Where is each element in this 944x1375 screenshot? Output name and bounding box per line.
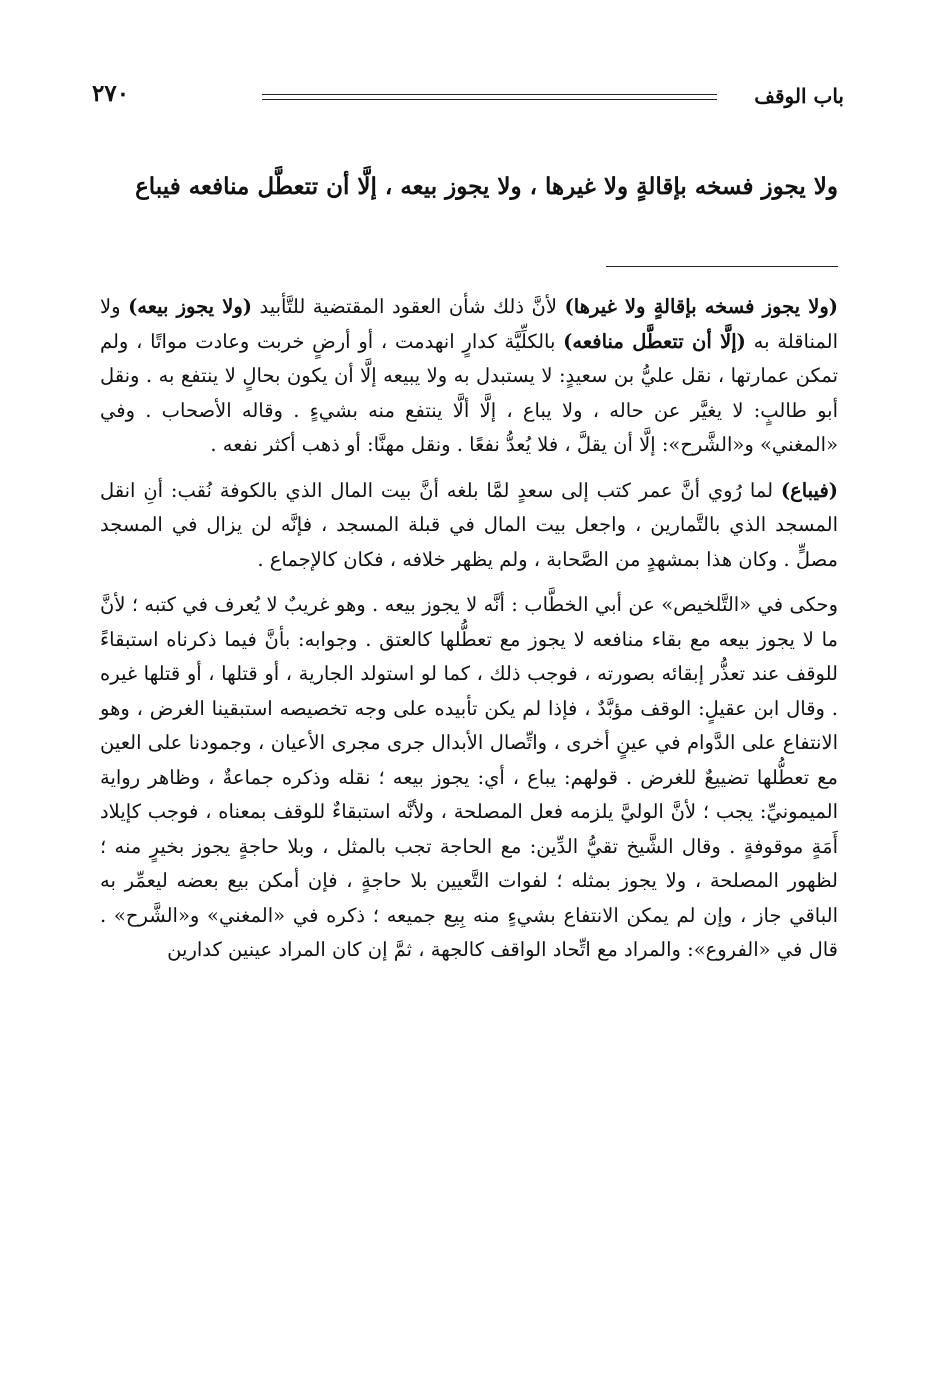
section-title: باب الوقف: [754, 84, 844, 108]
commentary-paragraph-3: [100, 588, 838, 968]
matn-separator: [606, 266, 838, 267]
page-number: ٢٧٠: [92, 80, 130, 107]
matn-text: ولا يجوز فسخه بإقالةٍ ولا غيرها ، ولا يجوز بيعه ، إلَّا أن تتعطَّل منافعه فيباع: [135, 173, 838, 200]
quoted-matn: (إلَّا أن تتعطَّل منافعه): [563, 329, 746, 353]
commentary-body: [100, 290, 838, 968]
commentary-text: بالكلِّيَّة كدارٍ انهدمت ، أو أرضٍ خربت وعادت مواتًا ، ولم تمكن عمارتها ، نقل عليُّ بن سعيدٍ: لا يستبدل به ولا يبيعه إلَّا أن يكون بحالٍ لا ينتفع به . ونقل أبو طالبٍ: لا يغيَّر عن حاله ، ولا يباع ، إلَّا ألَّا ينتفع منه بشيءٍ . وقاله الأصحاب . وفي «المغني» و«الشَّرح»: إلَّا أن يقلَّ ، فلا يُعدُّ نفعًا . ونقل مهنَّا: أو ذهب أكثر نفعه .: [100, 329, 838, 456]
commentary-paragraph-2: [100, 474, 838, 578]
commentary-text: لما رُوي أنَّ عمر كتب إلى سعدٍ لمَّا بلغه أنَّ بيت المال الذي بالكوفة نُقب: أنِ انقل المسجد الذي بالتَّمارين ، واجعل بيت المال في قبلة المسجد ، فإنَّه لن يزال في المسجد مصلٍّ . وكان هذا بمشهدٍ من الصَّحابة ، ولم يظهر خلافه ، فكان كالإجماع .: [100, 478, 838, 571]
commentary-text: وحكى في «التَّلخيص» عن أبي الخطَّاب : أنَّه لا يجوز بيعه . وهو غريبٌ لا يُعرف في كتبه ؛ لأنَّ ما لا يجوز بيعه مع بقاء منافعه لا يجوز مع تعطُّلها كالعتق . وجوابه: بأنَّ فيما ذكرناه استبقاءً للوقف عند تعذُّر إبقائه بصورته ، فوجب ذلك ، كما لو استولد الجارية ، أو قتلها ، أو قتلها غيره . وقال ابن عقيلٍ: الوقف مؤبَّدٌ ، فإذا لم يكن تأبيده على وجه تخصيصه استبقينا الغرض ، وهو الانتفاع على الدَّوام في عينٍ أخرى ، واتِّصال الأبدال جرى مجرى الأعيان ، وجمودنا على العين مع تعطُّلها تضييعٌ للغرض . قولهم: يباع ، أي: يجوز بيعه ؛ نقله وذكره جماعةٌ ، وظاهر رواية الميمونيِّ: يجب ؛ لأنَّ الوليَّ يلزمه فعل المصلحة ، ولأنَّه استبقاءٌ للوقف بمعناه ، فوجب كإيلاد أَمَةٍ موقوفةٍ . وقال الشَّيخ تقيُّ الدِّين: مع الحاجة تجب بالمثل ، وبلا حاجةٍ يجوز بخيرٍ منه ؛ لظهور المصلحة ، ولا يجوز بمثله ؛ لفوات التَّعيين بلا حاجةٍ ، فإن أمكن بيع بعضه ليعمِّر به الباقي جاز ، وإن لم يمكن الانتفاع بشيءٍ منه بِيع جميعه ؛ ذكره في «المغني» و«الشَّرح» . قال في «الفروع»: والمراد مع اتِّحاد الواقف كالجهة ، ثمَّ إن كان المراد عينين كدارين: [100, 593, 838, 961]
commentary-paragraph-1: [100, 290, 838, 463]
commentary-text: ولا المناقلة به: [100, 295, 839, 353]
page-header: [92, 78, 844, 118]
quoted-matn: (فيباع): [780, 478, 838, 502]
quoted-matn: (ولا يجوز فسخه بإقالةٍ ولا غيرها): [564, 295, 838, 318]
commentary-text: لأنَّ ذلك شأن العقود المقتضية للتَّأبيد: [251, 295, 565, 318]
header-rule: [262, 94, 717, 100]
quoted-matn: (ولا يجوز بيعه): [128, 295, 252, 318]
